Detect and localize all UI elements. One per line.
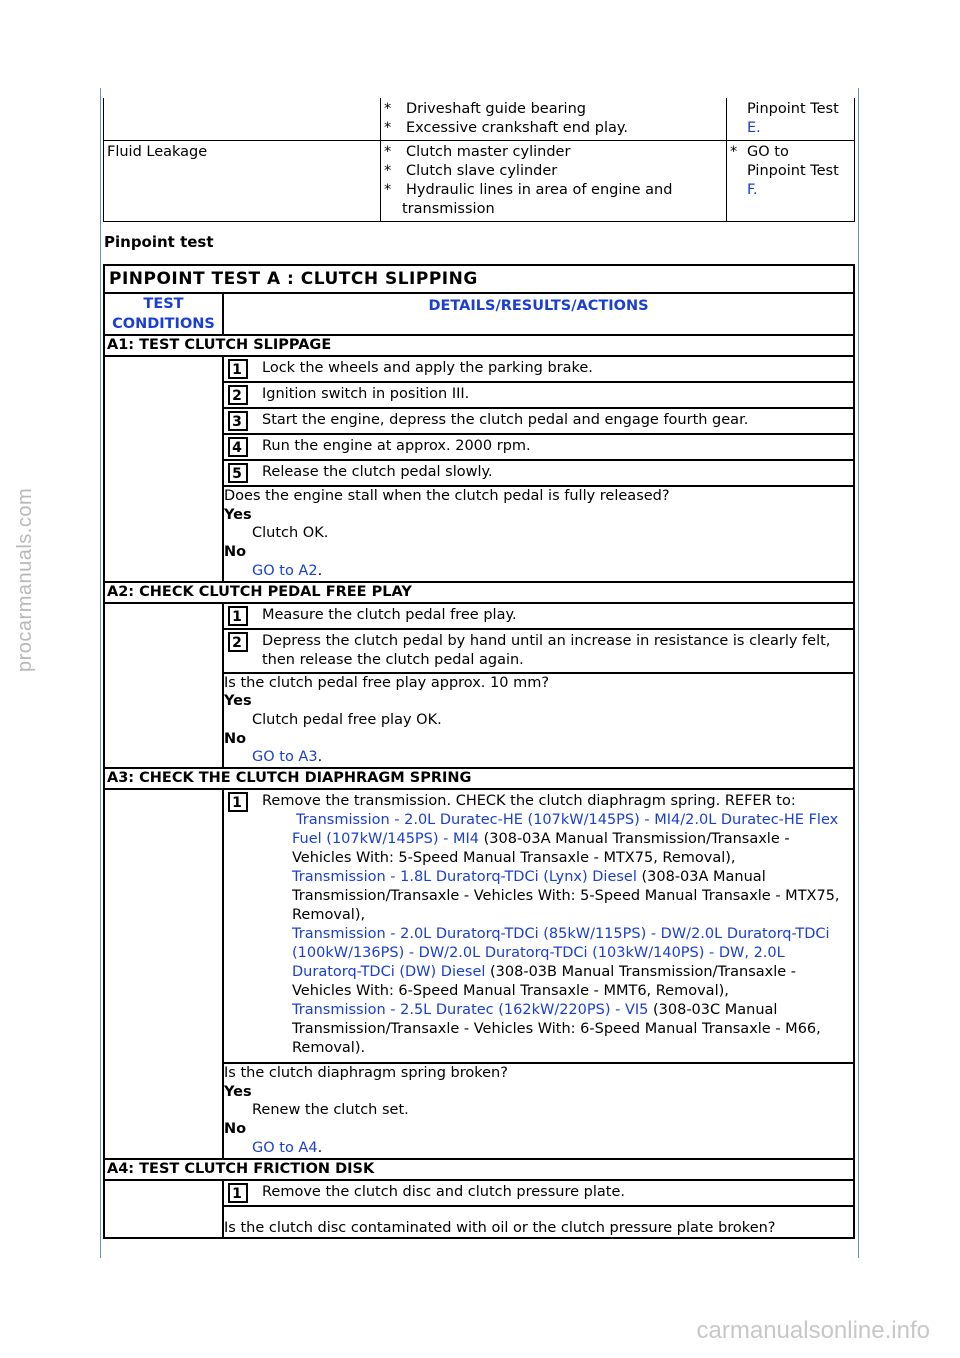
yes-label: Yes [224,693,252,710]
table-row [104,98,855,141]
conditions-cell [104,356,223,582]
pinpoint-title: PINPOINT TEST A : CLUTCH SLIPPING [104,265,854,293]
yes-action: Clutch OK. [252,525,329,542]
no-label: No [224,730,247,747]
bullet-marker: * [384,182,392,198]
condition-cell: Fluid Leakage [104,141,381,222]
pinpoint-test-f-link[interactable]: F. [747,182,758,198]
step-number: 1 [228,606,248,626]
bullet-marker: * [384,120,392,136]
reference-link[interactable]: Transmission - 2.5L Duratec (162kW/220PS) - VI5 [292,1002,649,1019]
step-number: 2 [228,385,248,405]
list-item [384,100,723,119]
causes-cell [381,98,727,141]
conditions-cell [104,789,223,1159]
step-number: 1 [228,1183,248,1203]
result-cell [223,1063,854,1159]
cause-text: Clutch slave cylinder [406,163,558,179]
list-item [730,143,851,162]
step-row [224,630,853,672]
no-action [224,748,853,767]
step-row [224,409,853,435]
steps-cell [223,356,854,486]
steps-cell [223,789,854,1063]
step-text: Run the engine at approx. 2000 rpm. [262,438,531,454]
column-header-line: CONDITIONS [112,316,215,332]
go-to-a3-link[interactable]: GO to A3 [252,749,318,766]
pinpoint-test-e-link[interactable]: E. [747,120,761,136]
bullet-marker: * [384,101,392,117]
reference-link[interactable]: Transmission - 1.8L Duratorq-TDCi (Lynx) Diesel [292,869,637,886]
step-text: Lock the wheels and apply the parking brake. [262,360,593,376]
step-row [224,357,853,383]
punctuation: . [317,1139,323,1156]
watermark: carmanualsonline.info [696,1317,930,1344]
page-border-left [100,88,101,1258]
no-label: No [224,1121,247,1138]
no-action [224,1139,853,1158]
step-text [248,790,853,1062]
question-text: Is the clutch disc contaminated with oil or the clutch pressure plate broken? [224,1219,776,1236]
column-header-line: TEST [143,296,184,312]
list-item [384,143,723,162]
reference-item [262,1001,847,1058]
stage-title-a1: A1: TEST CLUTCH SLIPPAGE [104,335,854,356]
step-text: Release the clutch pedal slowly. [262,464,493,480]
conditions-cell [104,1180,223,1239]
list-item [384,162,723,181]
question-text: Is the clutch diaphragm spring broken? [224,1065,508,1082]
step-text: Measure the clutch pedal free play. [262,606,517,623]
steps-cell [223,603,854,673]
step-text: Remove the clutch disc and clutch pressure plate. [262,1183,625,1200]
step-number: 3 [228,411,248,431]
section-heading: Pinpoint test [104,233,214,251]
column-header-conditions [104,293,223,335]
causes-cell [381,141,727,222]
go-to-a4-link[interactable]: GO to A4 [252,1139,318,1156]
reference-item [262,811,847,868]
column-header-details: DETAILS/RESULTS/ACTIONS [223,293,854,335]
step-number: 2 [228,632,248,652]
conditions-cell [104,603,223,769]
step-number: 4 [228,437,248,457]
cause-text: Clutch master cylinder [406,144,571,160]
cause-text: Hydraulic lines in area of engine and [406,182,673,198]
action-text: Pinpoint Test [747,163,839,179]
no-action [224,562,853,581]
action-text: GO to [747,144,789,160]
stage-title-a2: A2: CHECK CLUTCH PEDAL FREE PLAY [104,582,854,603]
steps-cell [223,1180,854,1206]
step-row [224,435,853,461]
step-text: Ignition switch in position III. [262,386,470,402]
cause-text: Driveshaft guide bearing [406,101,586,117]
condition-cell [104,98,381,141]
reference-item [262,925,847,1001]
pinpoint-test-table [103,264,855,1239]
cause-text: Excessive crankshaft end play. [406,120,628,136]
stage-title-a3: A3: CHECK THE CLUTCH DIAPHRAGM SPRING [104,768,854,789]
action-cell [727,141,855,222]
result-cell [223,673,854,769]
step-instruction: Remove the transmission. CHECK the clutch diaphragm spring. REFER to: [262,793,796,810]
reference-link[interactable]: Transmission - 2.0L Duratec-HE (107kW/145PS) - MI4/2.0L Duratec-HE Flex Fuel (107kW/145PS) - MI4 [292,812,839,848]
yes-action: Clutch pedal free play OK. [252,711,442,728]
punctuation: . [317,562,323,579]
reference-text: (308-03A Manual Transmission/Transaxle - Vehicles With: 5-Speed Manual Transaxle - MTX75, Removal), [292,869,840,924]
punctuation: . [317,749,323,766]
bullet-marker: * [384,144,392,160]
result-cell [223,1206,854,1239]
yes-action: Renew the clutch set. [252,1102,409,1119]
step-row [224,461,853,485]
bullet-marker: * [384,163,392,179]
step-text: Start the engine, depress the clutch pedal and engage fourth gear. [262,412,749,428]
reference-item [262,868,847,925]
sidebar-brand-text: procarmanuals.com [14,487,36,672]
yes-label: Yes [224,1083,252,1100]
step-number: 1 [228,792,248,812]
go-to-a2-link[interactable]: GO to A2 [252,562,318,579]
result-cell [223,486,854,582]
step-row [224,790,853,1062]
step-row [224,383,853,409]
bullet-marker: * [730,144,738,160]
symptom-table [103,98,855,222]
action-text: Pinpoint Test [747,101,839,117]
step-row [224,1181,853,1205]
question-text: Is the clutch pedal free play approx. 10 mm? [224,674,550,691]
stage-title-a4: A4: TEST CLUTCH FRICTION DISK [104,1159,854,1180]
yes-label: Yes [224,506,252,523]
step-row [224,604,853,630]
reference-text: (308-03B Manual Transmission/Transaxle - Vehicles With: 6-Speed Manual Transaxle - MMT6, Removal), [292,964,797,1000]
reference-text: (308-03C Manual Transmission/Transaxle - Vehicles With: 6-Speed Manual Transaxle - M66, Removal). [292,1002,821,1057]
list-item [384,119,723,138]
page-border-right [858,88,859,1258]
no-label: No [224,544,247,561]
question-text: Does the engine stall when the clutch pedal is fully released? [224,488,670,504]
list-item [384,181,723,200]
step-number: 1 [228,359,248,379]
reference-text: (308-03A Manual Transmission/Transaxle - Vehicles With: 5-Speed Manual Transaxle - MTX75, Removal), [292,831,790,867]
step-text: Depress the clutch pedal by hand until an increase in resistance is clearly felt, then release the clutch pedal again. [262,632,831,668]
step-number: 5 [228,463,248,483]
action-cell [727,98,855,141]
table-row [104,141,855,222]
cause-text: transmission [402,201,495,217]
reference-link[interactable]: Transmission - 2.0L Duratorq-TDCi (85kW/115PS) - DW/2.0L Duratorq-TDCi (100kW/136PS) - DW/2.0L Duratorq-TDCi (103kW/140PS) - DW, 2.0L Duratorq-TDCi (DW) Diesel [292,926,830,981]
